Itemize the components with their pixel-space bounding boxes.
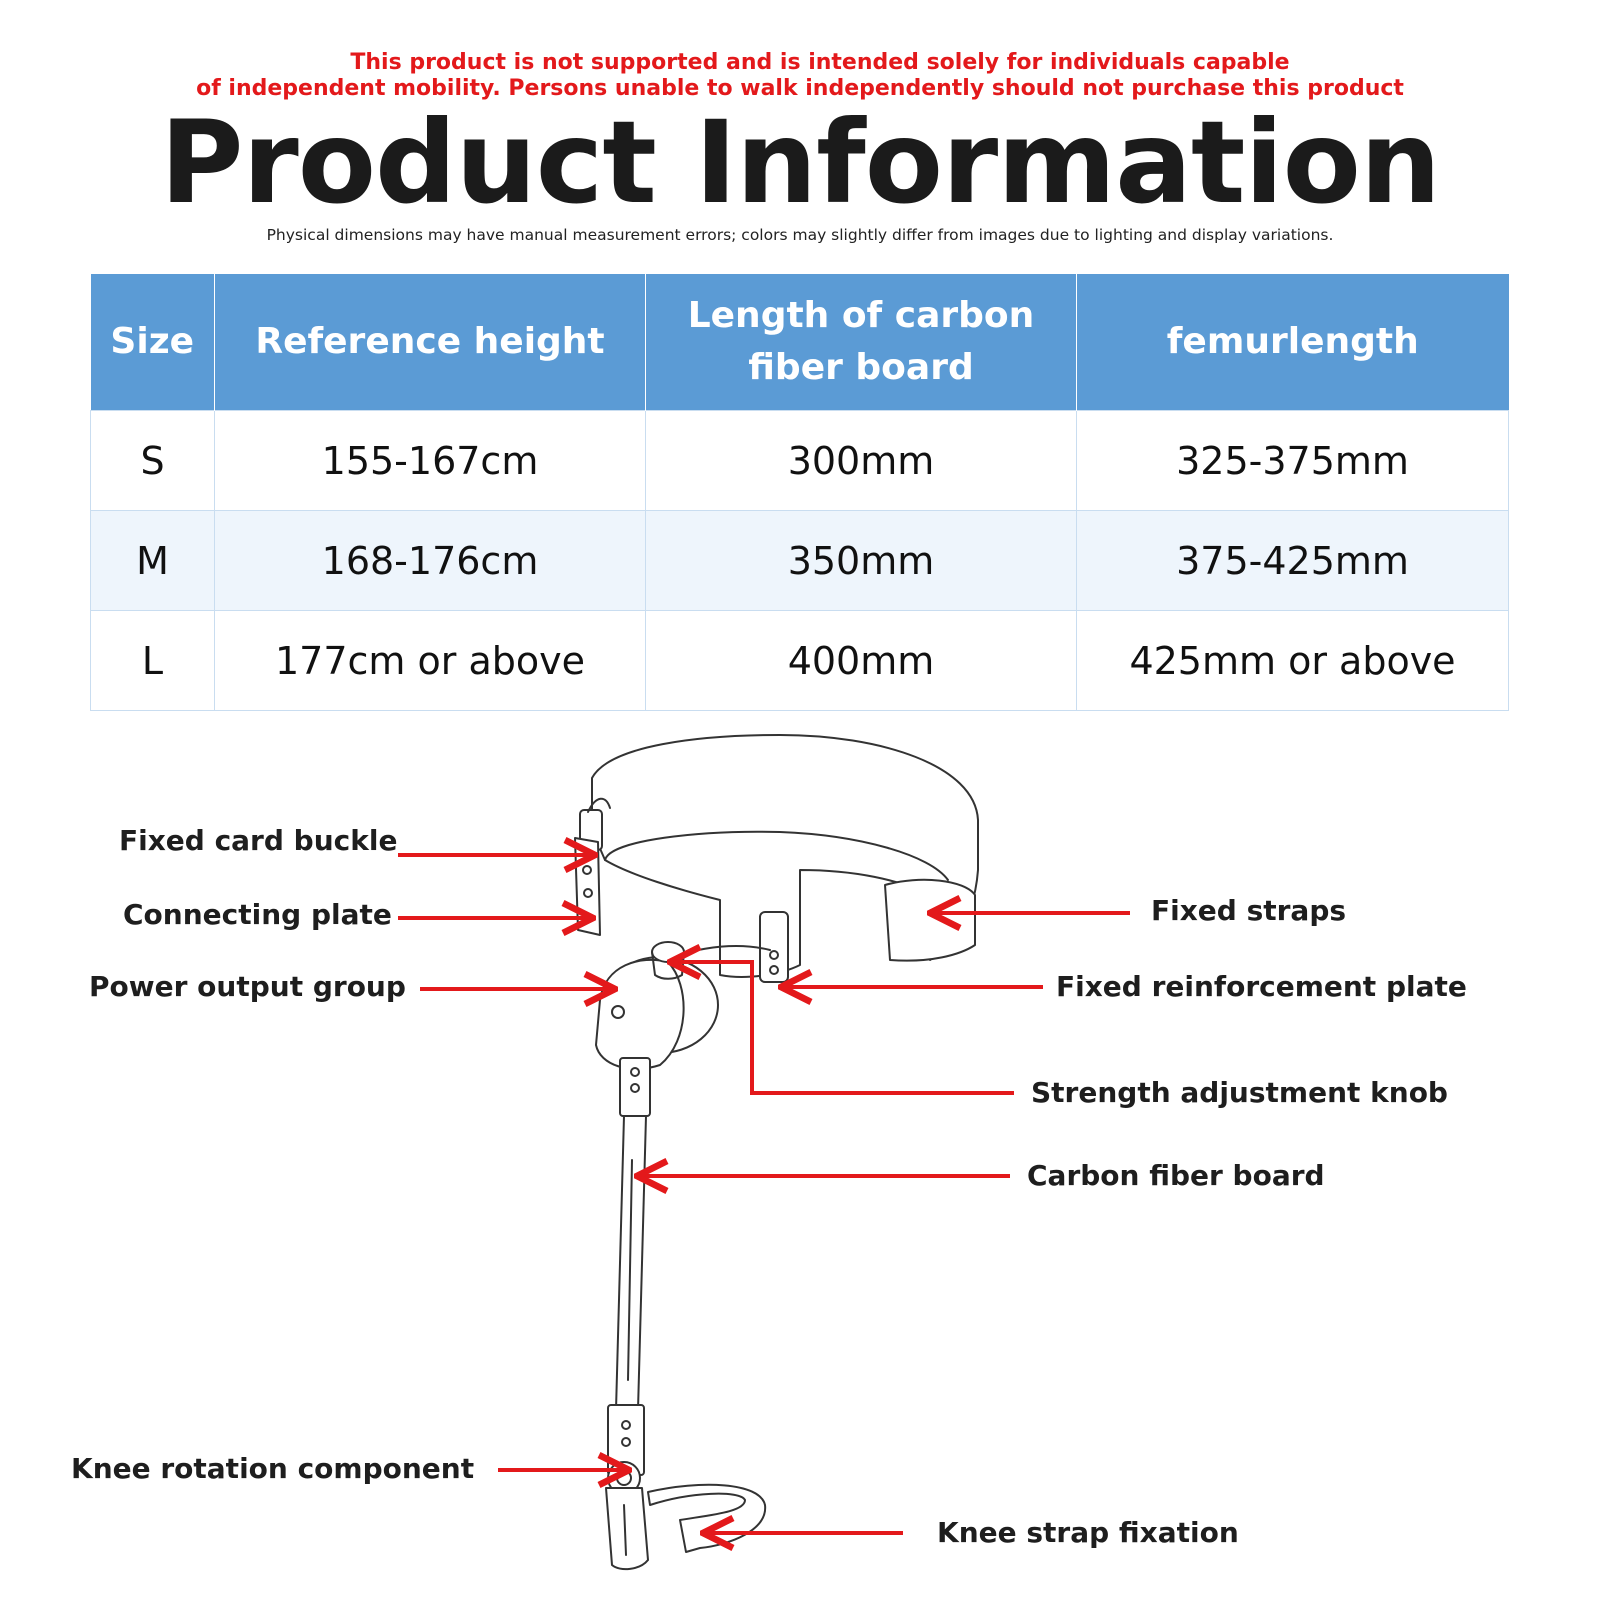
- cell-carbon-length: 400mm: [646, 611, 1077, 711]
- size-table: [90, 274, 1509, 711]
- cell-size: M: [91, 511, 215, 611]
- label-knee-rotation-component: Knee rotation component: [71, 1452, 475, 1485]
- cell-size: S: [91, 411, 215, 511]
- power-output-housing: [596, 960, 684, 1069]
- table-row: [91, 511, 1509, 611]
- warning-line-1: This product is not supported and is intended solely for individuals capable: [350, 50, 1290, 75]
- table-header-row: [91, 274, 1509, 411]
- header-size: Size: [91, 274, 215, 411]
- label-fixed-straps: Fixed straps: [1151, 894, 1347, 927]
- table-row: [91, 611, 1509, 711]
- warning-notice: [0, 50, 1600, 102]
- cell-femur-length: 325-375mm: [1077, 411, 1509, 511]
- strap-pad: [885, 880, 975, 961]
- label-strength-adjustment-knob: Strength adjustment knob: [1031, 1076, 1448, 1109]
- label-fixed-reinforcement-plate: Fixed reinforcement plate: [1056, 970, 1467, 1003]
- cell-height: 168-176cm: [215, 511, 646, 611]
- shin-piece: [606, 1488, 648, 1569]
- label-fixed-card-buckle: Fixed card buckle: [119, 824, 398, 857]
- arrow-strength-adjustment-knob: [673, 962, 1014, 1093]
- label-connecting-plate: Connecting plate: [123, 898, 392, 931]
- label-knee-strap-fixation: Knee strap fixation: [937, 1516, 1239, 1549]
- connecting-plate: [575, 838, 600, 935]
- header-carbon-length: Length of carbon fiber board: [646, 274, 1077, 411]
- table-row: [91, 411, 1509, 511]
- disclaimer-text: Physical dimensions may have manual measurement errors; colors may slightly differ from images due to lighting and display variations.: [266, 226, 1334, 244]
- adjustment-knob: [652, 942, 684, 962]
- knee-strap: [648, 1485, 765, 1552]
- cell-femur-length: 375-425mm: [1077, 511, 1509, 611]
- label-power-output-group: Power output group: [89, 970, 406, 1003]
- header-reference-height: Reference height: [215, 274, 646, 411]
- cell-carbon-length: 350mm: [646, 511, 1077, 611]
- cell-size: L: [91, 611, 215, 711]
- cell-height: 177cm or above: [215, 611, 646, 711]
- page-title: Product Information: [159, 96, 1441, 229]
- cell-height: 155-167cm: [215, 411, 646, 511]
- cell-femur-length: 425mm or above: [1077, 611, 1509, 711]
- header-femur-length: femurlength: [1077, 274, 1509, 411]
- label-carbon-fiber-board: Carbon fiber board: [1027, 1159, 1325, 1192]
- cell-carbon-length: 300mm: [646, 411, 1077, 511]
- warning-line-2: of independent mobility. Persons unable to walk independently should not purchase this product: [196, 76, 1404, 101]
